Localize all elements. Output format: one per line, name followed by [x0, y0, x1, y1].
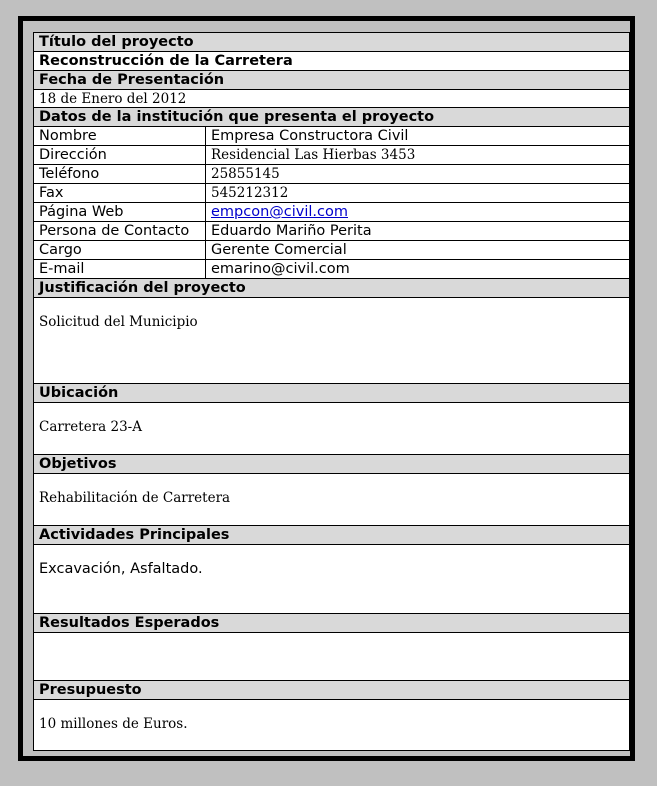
field-value: emarino@civil.com	[211, 261, 350, 277]
field-key: E-mail	[34, 260, 206, 278]
budget-header: Presupuesto	[34, 681, 629, 700]
objectives-header: Objetivos	[34, 455, 629, 474]
justification-value: Solicitud del Municipio	[34, 298, 629, 384]
field-value: Residencial Las Hierbas 3453	[211, 147, 416, 163]
budget-value: 10 millones de Euros.	[39, 716, 188, 732]
field-row-contacto	[34, 222, 629, 241]
field-key: Dirección	[34, 146, 206, 164]
justification-header: Justificación del proyecto	[34, 279, 629, 298]
field-row-nombre	[34, 127, 629, 146]
field-row-cargo	[34, 241, 629, 260]
field-key: Fax	[34, 184, 206, 202]
location-value: Carretera 23-A	[34, 403, 629, 455]
field-key: Página Web	[34, 203, 206, 221]
results-value	[34, 633, 629, 681]
date-header: Fecha de Presentación	[34, 71, 629, 90]
field-key: Teléfono	[34, 165, 206, 183]
field-key: Cargo	[34, 241, 206, 259]
field-value: Empresa Constructora Civil	[211, 128, 409, 144]
field-row-pagina-web	[34, 203, 629, 222]
field-row-email	[34, 260, 629, 279]
field-value	[206, 203, 348, 221]
field-value: 545212312	[211, 185, 289, 201]
field-row-telefono	[34, 165, 629, 184]
activities-value: Excavación, Asfaltado.	[34, 545, 629, 614]
title-value: Reconstrucción de la Carretera	[34, 52, 629, 71]
field-row-direccion	[34, 146, 629, 165]
institution-header: Datos de la institución que presenta el proyecto	[34, 108, 629, 127]
field-value: Eduardo Mariño Perita	[211, 223, 372, 239]
date-value: 18 de Enero del 2012	[34, 90, 629, 108]
field-value: Gerente Comercial	[211, 242, 347, 258]
project-form	[33, 32, 630, 751]
field-value: 25855145	[211, 166, 280, 182]
document-frame	[18, 16, 635, 761]
field-key: Nombre	[34, 127, 206, 145]
activities-header: Actividades Principales	[34, 526, 629, 545]
field-key: Persona de Contacto	[34, 222, 206, 240]
title-header: Título del proyecto	[34, 33, 629, 52]
field-row-fax	[34, 184, 629, 203]
results-header: Resultados Esperados	[34, 614, 629, 633]
location-header: Ubicación	[34, 384, 629, 403]
website-link[interactable]: empcon@civil.com	[211, 204, 348, 220]
objectives-value: Rehabilitación de Carretera	[34, 474, 629, 526]
